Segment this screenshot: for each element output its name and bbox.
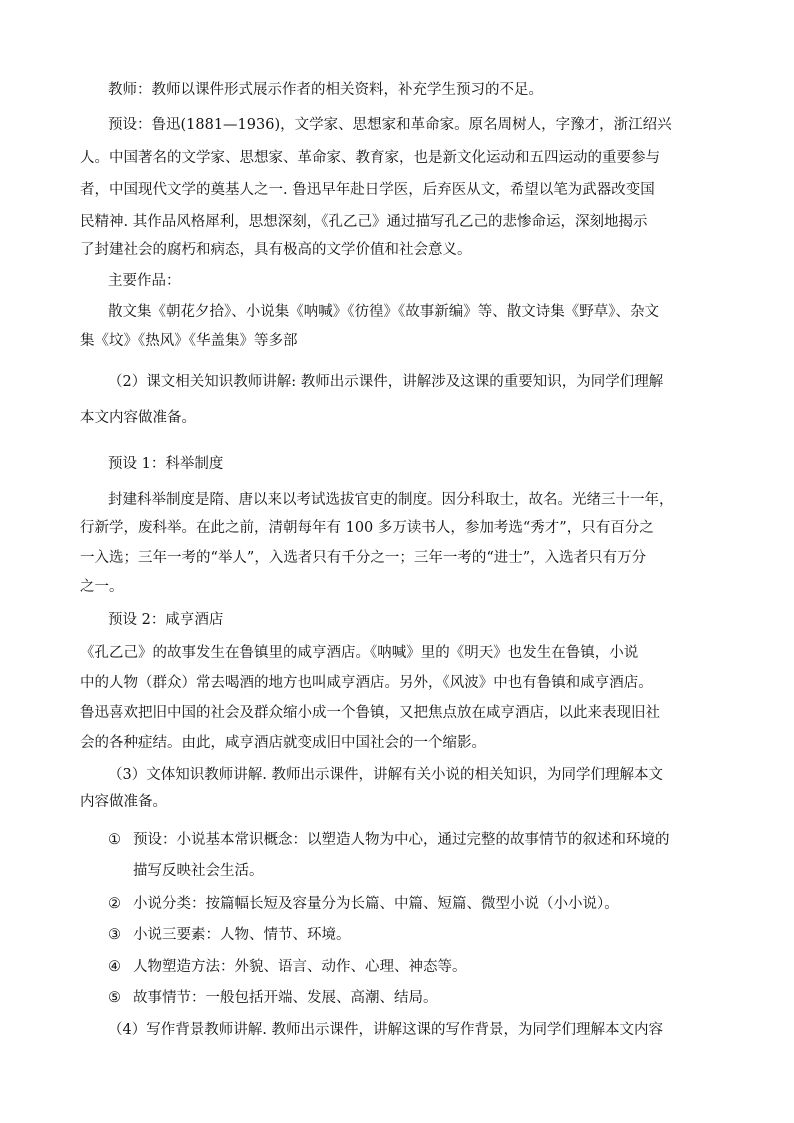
list-text: 描写反映社会生活。 <box>133 863 264 879</box>
keju-line: 之一。 <box>80 579 124 595</box>
works-line: 集《坟》《热风》《华盖集》等多部 <box>80 333 298 349</box>
list-item <box>108 830 670 850</box>
luxun-bio-line: 民精神. 其作品风格犀利，思想深刻，《孔乙己》通过描写孔乙己的悲惨命运，深刻地揭示 <box>80 214 648 230</box>
list-number: ① <box>108 832 121 848</box>
xianheng-line: 《孔乙己》的故事发生在鲁镇里的咸亨酒店。《呐喊》里的《明天》也发生在鲁镇，小说 <box>80 645 639 661</box>
section-2-line: （2）课文相关知识教师讲解: 教师出示课件，讲解涉及这课的重要知识，为同学们理解 <box>108 374 664 390</box>
section-4-line: （4）写作背景教师讲解. 教师出示课件，讲解这课的写作背景，为同学们理解本文内容 <box>108 1022 663 1038</box>
luxun-bio-line: 了封建社会的腐朽和病态，具有极高的文学价值和社会意义。 <box>80 242 472 258</box>
list-item <box>108 957 467 977</box>
works-heading: 主要作品： <box>108 273 181 289</box>
section-3-line: 内容做准备。 <box>80 794 167 810</box>
luxun-bio-line: 人。中国著名的文学家、思想家、革命家、教育家，也是新文化运动和五四运动的重要参与 <box>80 150 660 166</box>
list-text: 小说分类：按篇幅长短及容量分为长篇、中篇、短篇、微型小说（小小说）。 <box>133 896 619 912</box>
keju-line: 封建科举制度是隋、唐以来以考试选拔官吏的制度。因分科取士，故名。光绪三十一年， <box>108 492 674 508</box>
keju-line: 一入选；三年一考的“举人”，入选者只有千分之一；三年一考的“进士”，入选者只有万分 <box>80 550 647 566</box>
xianheng-line: 中的人物（群众）常去喝酒的地方也叫咸亨酒店。另外，《风波》中也有鲁镇和咸亨酒店。 <box>80 675 653 691</box>
teacher-line: 教师：教师以课件形式展示作者的相关资料，补充学生预习的不足。 <box>108 82 543 98</box>
preset-2-title: 预设 2：咸亨酒店 <box>108 612 224 628</box>
list-item <box>108 894 619 914</box>
list-number: ② <box>108 896 121 912</box>
list-number: ④ <box>108 959 121 975</box>
list-item <box>108 861 264 881</box>
list-item <box>108 925 351 945</box>
preset-1-title: 预设 1：科举制度 <box>108 456 224 472</box>
section-2-line: 本文内容做准备。 <box>80 410 196 426</box>
works-line: 散文集《朝花夕拾》、小说集《呐喊》《彷徨》《故事新编》等、散文诗集《野草》、杂文 <box>108 304 659 320</box>
list-text: 故事情节：一般包括开端、发展、高潮、结局。 <box>133 990 438 1006</box>
list-text: 人物塑造方法：外貌、语言、动作、心理、神态等。 <box>133 959 467 975</box>
list-item <box>108 988 438 1008</box>
luxun-bio-line: 者，中国现代文学的奠基人之一. 鲁迅早年赴日学医，后弃医从文，希望以笔为武器改变国 <box>80 182 655 198</box>
list-number: ⑤ <box>108 990 121 1006</box>
list-text: 预设：小说基本常识概念：以塑造人物为中心，通过完整的故事情节的叙述和环境的 <box>133 832 670 848</box>
xianheng-line: 会的各种症结。由此，咸亨酒店就变成旧中国社会的一个缩影。 <box>80 735 486 751</box>
list-text: 小说三要素：人物、情节、环境。 <box>133 927 351 943</box>
keju-line: 行新学，废科举。在此之前，清朝每年有 100 多万读书人，参加考选“秀才”，只有百分之 <box>80 520 654 536</box>
xianheng-line: 鲁迅喜欢把旧中国的社会及群众缩小成一个鲁镇，又把焦点放在咸亨酒店，以此来表现旧社 <box>80 705 660 721</box>
list-number: ③ <box>108 927 121 943</box>
luxun-bio-line: 预设：鲁迅(1881—1936)，文学家、思想家和革命家。原名周树人，字豫才，浙江绍兴 <box>108 117 672 133</box>
section-3-line: （3）文体知识教师讲解. 教师出示课件，讲解有关小说的相关知识，为同学们理解本文 <box>108 767 663 783</box>
